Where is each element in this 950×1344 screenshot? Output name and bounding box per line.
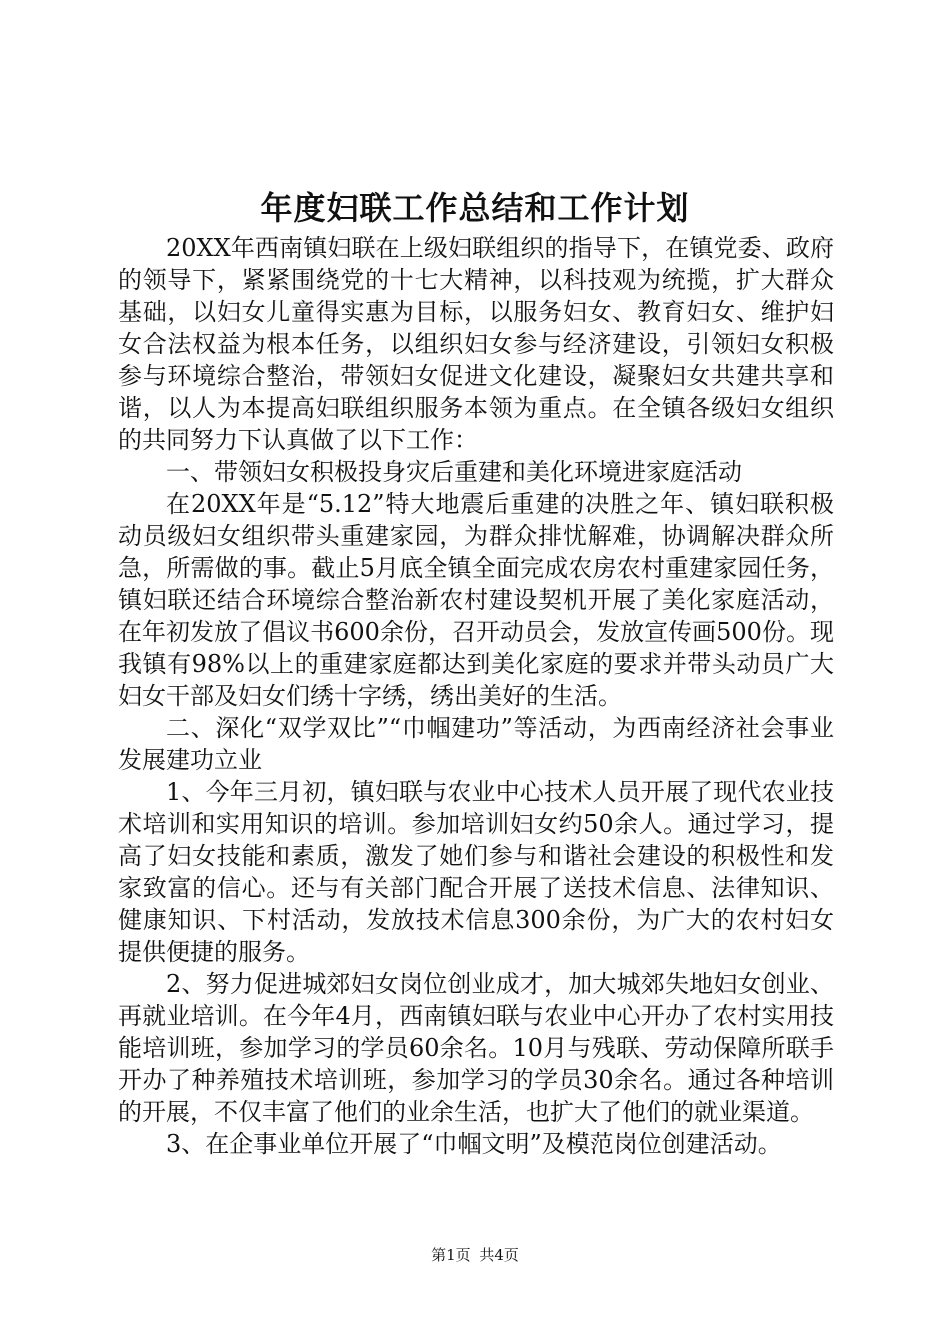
section-heading-2: 二、深化“双学双比”“巾帼建功”等活动，为西南经济社会事业发展建功立业: [118, 714, 834, 774]
page-total: 共4页: [479, 1246, 519, 1264]
page-footer: [0, 1245, 950, 1265]
section-heading-1: 一、带领妇女积极投身灾后重建和美化环境进家庭活动: [166, 458, 742, 486]
paragraph-item-1: 1、今年三月初，镇妇联与农业中心技术人员开展了现代农业技术培训和实用知识的培训。参加培训妇女约50余人。通过学习，提高了妇女技能和素质，激发了她们参与和谐社会建设的积极性和发家致富的信心。还与有关部门配合开展了送技术信息、法律知识、健康知识、下村活动，发放技术信息300余份，为广大的农村妇女提供便捷的服务。: [118, 778, 834, 966]
page-number: 第1页: [431, 1246, 471, 1264]
paragraph-item-3: 3、在企事业单位开展了“巾帼文明”及模范岗位创建活动。: [166, 1130, 782, 1158]
paragraph-item-2: 2、努力促进城郊妇女岗位创业成才，加大城郊失地妇女创业、再就业培训。在今年4月，西南镇妇联与农业中心开办了农村实用技能培训班，参加学习的学员60余名。10月与残联、劳动保障所联手开办了种养殖技术培训班，参加学习的学员30余名。通过各种培训的开展，不仅丰富了他们的业余生活，也扩大了他们的就业渠道。: [118, 970, 834, 1126]
paragraph-intro: 20XX年西南镇妇联在上级妇联组织的指导下，在镇党委、政府的领导下，紧紧围绕党的十七大精神，以科技观为统揽，扩大群众基础，以妇女儿童得实惠为目标，以服务妇女、教育妇女、维护妇女合法权益为根本任务，以组织妇女参与经济建设，引领妇女积极参与环境综合整治，带领妇女促进文化建设，凝聚妇女共建共享和谐，以人为本提高妇联组织服务本领为重点。在全镇各级妇女组织的共同努力下认真做了以下工作：: [118, 234, 834, 454]
document-body: [118, 232, 834, 1160]
paragraph-reconstruction: 在20XX年是“5.12”特大地震后重建的决胜之年、镇妇联积极动员级妇女组织带头重建家园，为群众排忧解难，协调解决群众所急，所需做的事。截止5月底全镇全面完成农房农村重建家园任务，镇妇联还结合环境综合整治新农村建设契机开展了美化家庭活动，在年初发放了倡议书600余份，召开动员会，发放宣传画500份。现我镇有98%以上的重建家庭都达到美化家庭的要求并带头动员广大妇女干部及妇女们绣十字绣，绣出美好的生活。: [118, 490, 834, 710]
document-title: 年度妇联工作总结和工作计划: [260, 189, 690, 227]
